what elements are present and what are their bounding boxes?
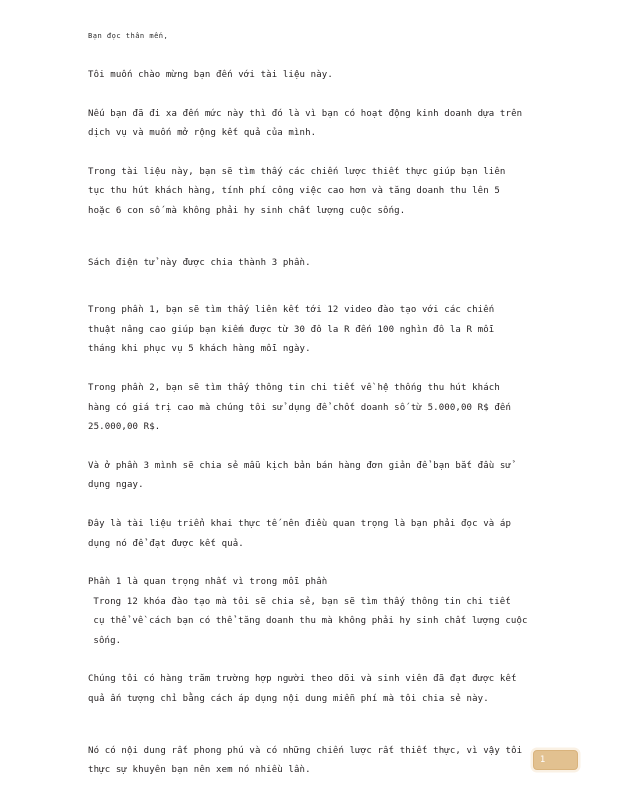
paragraph-line: Nó có nội dung rất phong phú và có những chiến lược rất thiết thực, vì vậy tôi [88,745,523,756]
paragraph-line: Trong tài liệu này, bạn sẽ tìm thấy các chiến lược thiết thực giúp bạn liên [88,166,506,177]
paragraph-line: hoặc 6 con số mà không phải hy sinh chất lượng cuộc sống. [88,205,406,216]
paragraph-welcome [88,66,536,86]
paragraph-implementation-note [88,515,536,554]
page-number-badge [533,750,578,770]
paragraph-line: Tôi muốn chào mừng bạn đến với tài liệu này. [88,70,333,80]
paragraph-line: dụng ngay. [88,480,144,491]
paragraph-part-1-emphasis [88,573,536,593]
paragraph-line: dụng nó để đạt được kết quả. [88,538,244,549]
paragraph-what-youll-find [88,163,536,222]
paragraph-social-proof [88,670,536,709]
paragraph-line: Trong 12 khóa đào tạo mà tôi sẽ chia sẻ, bạn sẽ tìm thấy thông tin chi tiết [93,596,511,607]
paragraph-line: 25.000,00 R$. [88,422,161,433]
paragraph-line: tục thu hút khách hàng, tính phí công việc cao hơn và tăng doanh thu lên 5 [88,186,500,197]
greeting-line: Bạn đọc thân mến, [88,31,169,40]
paragraph-line: thực sự khuyên bạn nên xem nó nhiều lần. [88,765,311,776]
paragraph-line: Đây là tài liệu triển khai thực tế nên điều quan trọng là bạn phải đọc và áp [88,518,512,529]
document-body [88,30,536,781]
paragraph-line: Sách điện tử này được chia thành 3 phần. [88,257,311,268]
paragraph-part-2 [88,379,536,438]
paragraph-line: Trong phần 1, bạn sẽ tìm thấy liên kết tới 12 video đào tạo với các chiến [88,305,495,316]
paragraph-line: Chúng tôi có hàng trăm trường hợp người theo dõi và sinh viên đã đạt được kết [88,674,517,685]
paragraph-line: Nếu bạn đã đi xa đến mức này thì đó là vì bạn có hoạt động kinh doanh dựa trên [88,108,523,119]
paragraph-line: sống. [93,635,122,646]
paragraph-line: Và ở phần 3 mình sẽ chia sẻ mẫu kịch bản bán hàng đơn giản để bạn bắt đầu sử [88,460,512,471]
paragraph-part-3 [88,457,536,496]
paragraph-line: thuật nâng cao giúp bạn kiếm được từ 30 đô la R đến 100 nghìn đô la R mỗi [88,324,495,335]
paragraph-closing [88,742,536,781]
paragraph-line: dịch vụ và muốn mở rộng kết quả của mình. [88,128,317,139]
paragraph-line: cụ thể về cách bạn có thể tăng doanh thu mà không phải hy sinh chất lượng cuộc [93,616,528,627]
paragraph-line: Trong phần 2, bạn sẽ tìm thấy thông tin chi tiết về hệ thống thu hút khách [88,382,500,393]
paragraph-line: Phần 1 là quan trọng nhất vì trong mỗi phần [88,577,328,588]
paragraph-three-parts [88,254,536,274]
paragraph-twelve-courses [88,593,536,652]
page-number-label: 1 [540,754,546,765]
paragraph-part-1 [88,301,536,360]
paragraph-line: hàng có giá trị cao mà chúng tôi sử dụng để chốt doanh số từ 5.000,00 R$ đến [88,402,512,413]
paragraph-line: tháng khi phục vụ 5 khách hàng mỗi ngày. [88,344,311,355]
paragraph-why-here [88,105,536,144]
paragraph-line: quả ấn tượng chỉ bằng cách áp dụng nội dung miễn phí mà tôi chia sẻ này. [88,694,489,705]
